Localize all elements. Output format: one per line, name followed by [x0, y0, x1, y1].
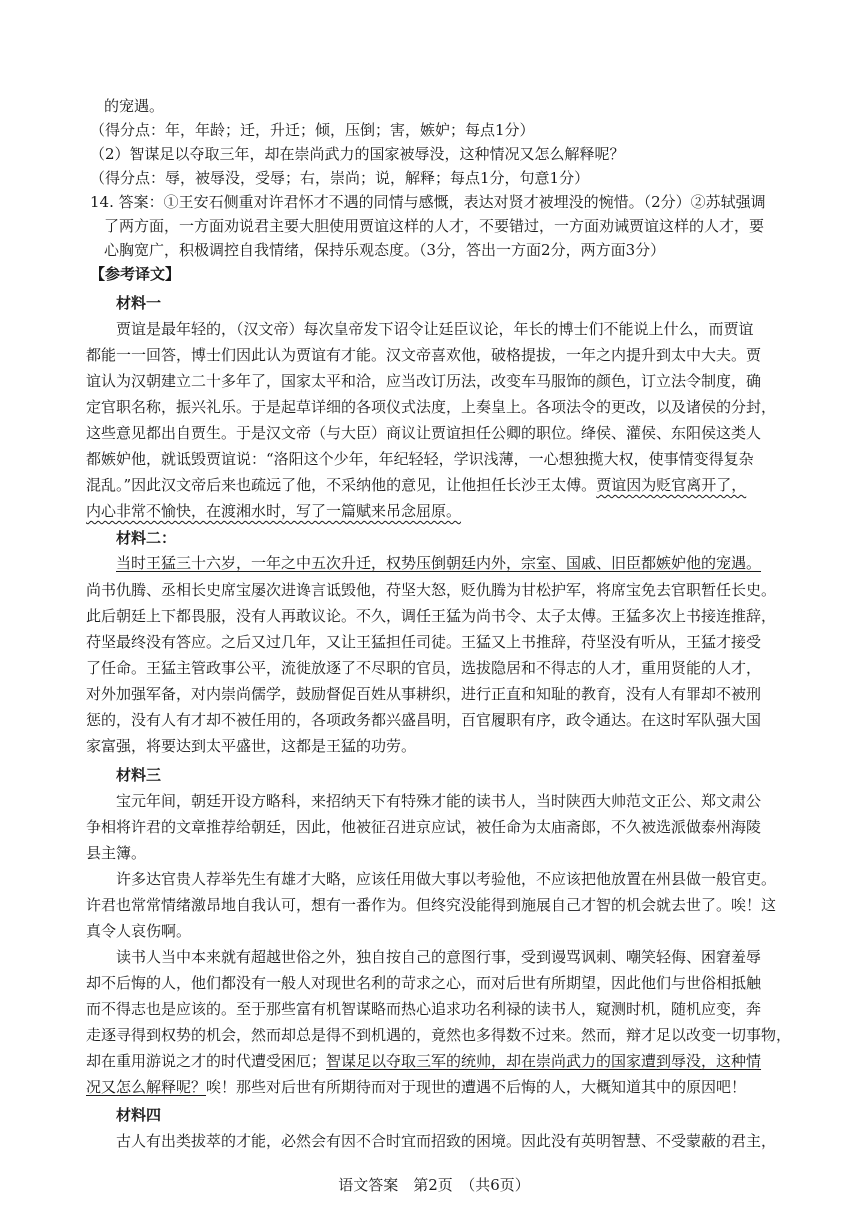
translation-line [86, 475, 746, 495]
page-footer: 语文答案 第2页 （共6页） [338, 1176, 530, 1194]
translation-line: 许多达官贵人荐举先生有雄才大略，应该任用做大事以考验他，不应该把他放置在州县做一般官吏。 [116, 870, 777, 888]
section-title: 材料一 [116, 294, 162, 312]
translation-line: 定官职名称，振兴礼乐。于是起草详细的各项仪式法度，上奏皇上。各项法令的更改，以及诸侯的分封， [86, 398, 777, 416]
translation-line: 了任命。王猛主管政事公平，流徙放逐了不尽职的官员，选拔隐居和不得志的人才，重用贤能的人才， [86, 659, 762, 677]
translation-line: 许君也常常情绪激昂地自我认可，想有一番作为。但终究没能得到施展自己才智的机会就去世了。唉！这 [86, 896, 777, 914]
underlined-text: 智谋足以夺取三军的统帅，却在崇尚武力的国家遭到辱没，这种情 [326, 1052, 762, 1070]
translation-line: 宝元年间，朝廷开设方略科，来招纳天下有特殊才能的读书人，当时陕西大帅范文正公、郑文肃公 [116, 792, 762, 810]
translation-line: 古人有出类拔萃的才能，必然会有因不合时宜而招致的困境。因此没有英明智慧、不受蒙蔽的君主， [116, 1132, 777, 1150]
text-span: 却在重用游说之才的时代遭受困厄； [86, 1052, 327, 1070]
question-14-answer: 14. 答案：①王安石侧重对许君怀才不遇的同情与感慨，表达对贤才被埋没的惋惜。（2分）②苏轼强调 [90, 193, 766, 211]
underlined-text: 况又怎么解释呢？ [86, 1078, 207, 1096]
section-title: 材料四 [116, 1106, 162, 1124]
reference-translation-heading: 【参考译文】 [90, 265, 181, 283]
answer-line: 的宠遇。 [104, 97, 165, 115]
translation-line [86, 1051, 761, 1071]
translation-line: 谊认为汉朝建立二十多年了，国家太平和洽，应当改订历法，改变车马服饰的颜色，订立法令制度，确 [86, 372, 762, 390]
wavy-underlined-text: 内心非常不愉快，在渡湘水时，写了一篇赋来吊念屈原。 [86, 502, 462, 520]
section-title: 材料二： [116, 529, 177, 547]
underlined-text: 当时王猛三十六岁，一年之中五次升迁，权势压倒朝廷内外，宗室、国戚、旧臣都嫉妒他的宠遇。 [116, 554, 762, 572]
section-title: 材料三 [116, 766, 162, 784]
text-span: 唉！那些对后世有所期待而对于现世的遭遇不后悔的人，大概知道其中的原因吧！ [206, 1078, 747, 1096]
translation-line: 这些意见都出自贾生。于是汉文帝（与大臣）商议让贾谊担任公卿的职位。绛侯、灌侯、东阳侯这类人 [86, 424, 762, 442]
translation-line: 家富强，将要达到太平盛世，这都是王猛的功劳。 [86, 737, 417, 755]
translation-line: 惩的，没有人有才却不被任用的，各项政务都兴盛昌明，百官履职有序，政令通达。在这时军队强大国 [86, 711, 762, 729]
translation-line: 读书人当中本来就有超越世俗之外，独自按自己的意图行事，受到谩骂讽刺、嘲笑轻侮、困窘羞辱 [116, 948, 762, 966]
translation-line: 都嫉妒他，就诋毁贾谊说：“洛阳这个少年，年纪轻轻，学识浅薄，一心想独揽大权，使事情变得复杂 [86, 450, 754, 468]
translation-line: 尚书仇腾、丞相长史席宝屡次进谗言诋毁他，苻坚大怒，贬仇腾为甘松护军，将席宝免去官职暂任长史。 [86, 581, 777, 599]
translation-line: 都能一一回答，博士们因此认为贾谊有才能。汉文帝喜欢他，破格提拔，一年之内提升到太中大夫。贾 [86, 346, 762, 364]
translation-line: 苻坚最终没有答应。之后又过几年，又让王猛担任司徒。王猛又上书推辞，苻坚没有听从，王猛才接受 [86, 633, 762, 651]
translation-line: 真令人哀伤啊。 [86, 922, 192, 940]
wavy-underlined-text: 贾谊因为贬官离开了， [596, 476, 747, 494]
translation-line: 却不后悔的人，他们都没有一般人对现世名利的苛求之心，而对后世有所期望，因此他们与世俗相抵触 [86, 974, 762, 992]
translation-line: 而不得志也是应该的。至于那些富有机智谋略而热心追求功名利禄的读书人，窥测时机，随机应变，奔 [86, 1000, 762, 1018]
scoring-points: （得分点：辱，被辱没，受辱；右，崇尚；说，解释；每点1分，句意1分） [90, 169, 590, 187]
translation-line: 贾谊是最年轻的，（汉文帝）每次皇帝发下诏令让廷臣议论，年长的博士们不能说上什么，而贾谊 [116, 320, 754, 338]
answer-line: 心胸宽广，积极调控自我情绪，保持乐观态度。（3分，答出一方面2分，两方面3分） [104, 241, 666, 259]
translation-line: 争相将许君的文章推荐给朝廷，因此，他被征召进京应试，被任命为太庙斋郎，不久被选派做泰州海陵 [86, 818, 762, 836]
scoring-points: （得分点：年，年龄；迁，升迁；倾，压倒；害，嫉妒；每点1分） [90, 121, 535, 139]
translation-line [86, 1077, 746, 1097]
text-span: 混乱。”因此汉文帝后来也疏远了他，不采纳他的意见，让他担任长沙王太傅。 [86, 476, 597, 494]
translation-line: 县主簿。 [86, 844, 147, 862]
translation-line: 走逐寻得到权势的机会，然而却总是得不到机遇的，竟然也多得数不过来。然而，辩才足以改变一切事物， [86, 1026, 792, 1044]
answer-line: （2）智谋足以夺取三年，却在崇尚武力的国家被辱没，这种情况又怎么解释呢？ [90, 145, 625, 163]
translation-line: 对外加强军备，对内崇尚儒学，鼓励督促百姓从事耕织，进行正直和知耻的教育，没有人有罪却不被刑 [86, 685, 762, 703]
translation-line: 此后朝廷上下都畏服，没有人再敢议论。不久，调任王猛为尚书令、太子太傅。王猛多次上书接连推辞， [86, 607, 777, 625]
answer-line: 了两方面，一方面劝说君主要大胆使用贾谊这样的人才，不要错过，一方面劝诫贾谊这样的人才，要 [104, 217, 765, 235]
